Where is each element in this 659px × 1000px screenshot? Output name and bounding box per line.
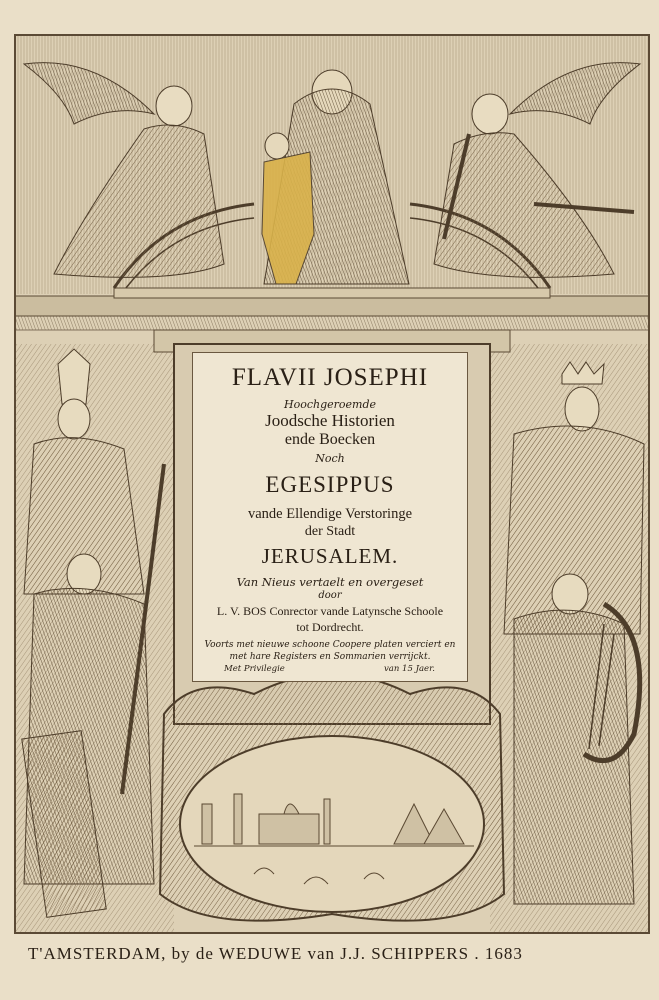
author-heading: FLAVII JOSEPHI [231, 364, 429, 391]
city-heading: JERUSALEM. [261, 544, 399, 568]
conjunction: Noch [315, 452, 345, 465]
illustration-note-1: Voorts met nieuwe schoone Coopere platen verciert en [204, 640, 456, 650]
illustration-note-2: met hare Registers en Sommarien verrijckt. [229, 652, 431, 662]
translation-note: Van Nieus vertaelt en overgeset [236, 575, 424, 589]
translator-line-2: tot Dordrecht. [296, 620, 364, 634]
imprint: T'AMSTERDAM, by de WEDUWE van J.J. SCHIPPERS . 1683 [28, 944, 523, 963]
subject-line-2: der Stadt [304, 524, 356, 539]
epithet: Hoochgeroemde [283, 398, 376, 411]
second-author-heading: EGESIPPUS [265, 472, 395, 497]
privilege-right: van 15 Jaer. [384, 664, 435, 674]
by-line: door [318, 590, 342, 601]
works-line-2: ende Boecken [284, 431, 376, 448]
subject-line-1: vande Ellendige Verstoringe [247, 506, 413, 522]
works-line-1: Joodsche Historien [265, 411, 395, 430]
translator-line-1: L. V. BOS Conrector vande Latynsche Schoole [216, 604, 444, 618]
privilege-left: Met Privilegie [224, 664, 285, 674]
